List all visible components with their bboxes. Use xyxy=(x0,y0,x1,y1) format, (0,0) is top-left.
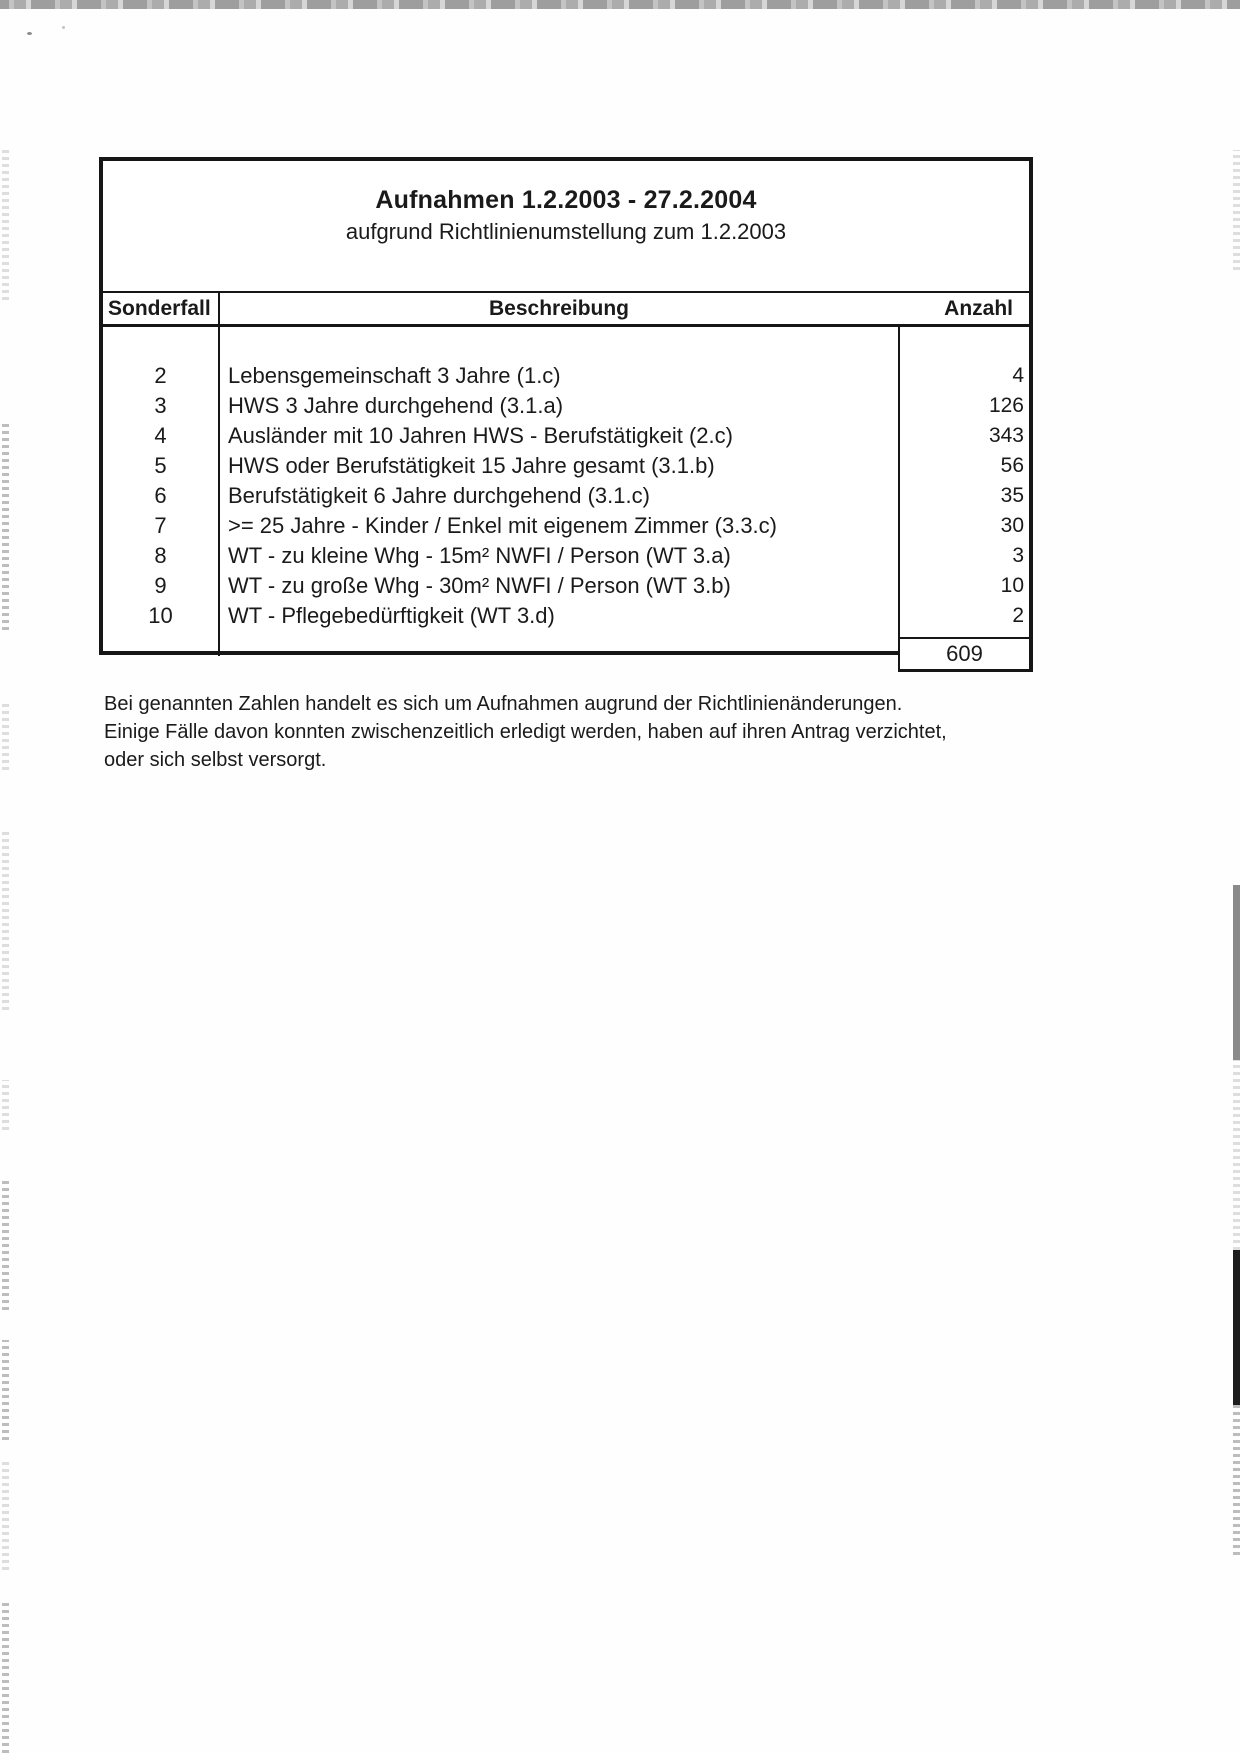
case-number: 10 xyxy=(103,601,220,631)
table-row xyxy=(103,541,894,571)
case-number: 6 xyxy=(103,481,220,511)
case-count: 56 xyxy=(1000,454,1024,477)
case-count: 4 xyxy=(1012,364,1024,387)
table-row xyxy=(103,601,894,631)
scan-speck xyxy=(27,32,32,35)
case-count: 3 xyxy=(1012,544,1024,567)
footnote-line: oder sich selbst versorgt. xyxy=(104,749,327,771)
column-header-sonderfall: Sonderfall xyxy=(103,293,220,324)
footnote-line: Bei genannten Zahlen handelt es sich um Aufnahmen augrund der Richtlinienänderungen. xyxy=(104,693,903,715)
table-row xyxy=(103,571,894,601)
column-header-anzahl: Anzahl xyxy=(944,297,1013,320)
case-description: HWS oder Berufstätigkeit 15 Jahre gesamt (3.1.b) xyxy=(228,453,715,478)
total-count: 609 xyxy=(900,637,1029,669)
scan-noise-top-band xyxy=(0,0,1240,9)
page-subtitle: aufgrund Richtlinienumstellung zum 1.2.2003 xyxy=(345,219,787,244)
table-row xyxy=(103,511,894,541)
scan-artifact-right xyxy=(1233,150,1240,270)
scan-artifact-left xyxy=(2,1600,9,1753)
case-number: 2 xyxy=(103,361,220,391)
case-count: 126 xyxy=(988,394,1024,417)
scan-artifact-right xyxy=(1233,1250,1240,1405)
case-description: Berufstätigkeit 6 Jahre durchgehend (3.1.c) xyxy=(228,483,650,508)
scan-artifact-left xyxy=(2,830,9,1010)
table-header-row xyxy=(103,291,1029,327)
case-count: 35 xyxy=(1000,484,1024,507)
case-number: 4 xyxy=(103,421,220,451)
table-row xyxy=(103,391,894,421)
case-number: 9 xyxy=(103,571,220,601)
scan-artifact-left xyxy=(2,1460,9,1570)
case-number: 3 xyxy=(103,391,220,421)
count-column xyxy=(900,327,1029,631)
table-title-block xyxy=(103,161,1029,291)
table-row xyxy=(103,481,894,511)
case-description: Ausländer mit 10 Jahren HWS - Berufstätigkeit (2.c) xyxy=(228,423,733,448)
table-rows xyxy=(103,327,894,631)
scan-artifact-left xyxy=(2,420,9,630)
scan-artifact-right xyxy=(1233,885,1240,1060)
scan-artifact-left xyxy=(2,150,9,300)
summary-table xyxy=(99,157,1033,666)
table-row xyxy=(103,451,894,481)
case-description: Lebensgemeinschaft 3 Jahre (1.c) xyxy=(228,363,561,388)
scan-artifact-left xyxy=(2,1080,9,1130)
case-number: 8 xyxy=(103,541,220,571)
count-column-box xyxy=(898,327,1033,672)
case-description: WT - zu kleine Whg - 15m² NWFI / Person (WT 3.a) xyxy=(228,543,731,568)
case-count: 343 xyxy=(988,424,1024,447)
case-description: WT - Pflegebedürftigkeit (WT 3.d) xyxy=(228,603,555,628)
case-description: WT - zu große Whg - 30m² NWFI / Person (WT 3.b) xyxy=(228,573,731,598)
table-row xyxy=(103,421,894,451)
case-count: 2 xyxy=(1012,604,1024,627)
scan-artifact-right xyxy=(1233,1405,1240,1555)
footnote xyxy=(104,690,1004,774)
table-body xyxy=(103,327,1029,666)
table-row xyxy=(103,361,894,391)
footnote-line: Einige Fälle davon konnten zwischenzeitlich erledigt werden, haben auf ihren Antrag verzichtet, xyxy=(104,721,947,743)
scan-artifact-left xyxy=(2,700,9,770)
scan-speck xyxy=(62,26,65,29)
scan-artifact-right xyxy=(1233,1060,1240,1250)
page-title: Aufnahmen 1.2.2003 - 27.2.2004 xyxy=(375,186,757,214)
case-description: >= 25 Jahre - Kinder / Enkel mit eigenem Zimmer (3.3.c) xyxy=(228,513,777,538)
column-header-beschreibung: Beschreibung xyxy=(488,297,630,320)
case-description: HWS 3 Jahre durchgehend (3.1.a) xyxy=(228,393,564,418)
case-number: 5 xyxy=(103,451,220,481)
case-count: 30 xyxy=(1000,514,1024,537)
case-count: 10 xyxy=(1000,574,1024,597)
case-number: 7 xyxy=(103,511,220,541)
scan-artifact-left xyxy=(2,1180,9,1310)
scan-artifact-left xyxy=(2,1340,9,1440)
